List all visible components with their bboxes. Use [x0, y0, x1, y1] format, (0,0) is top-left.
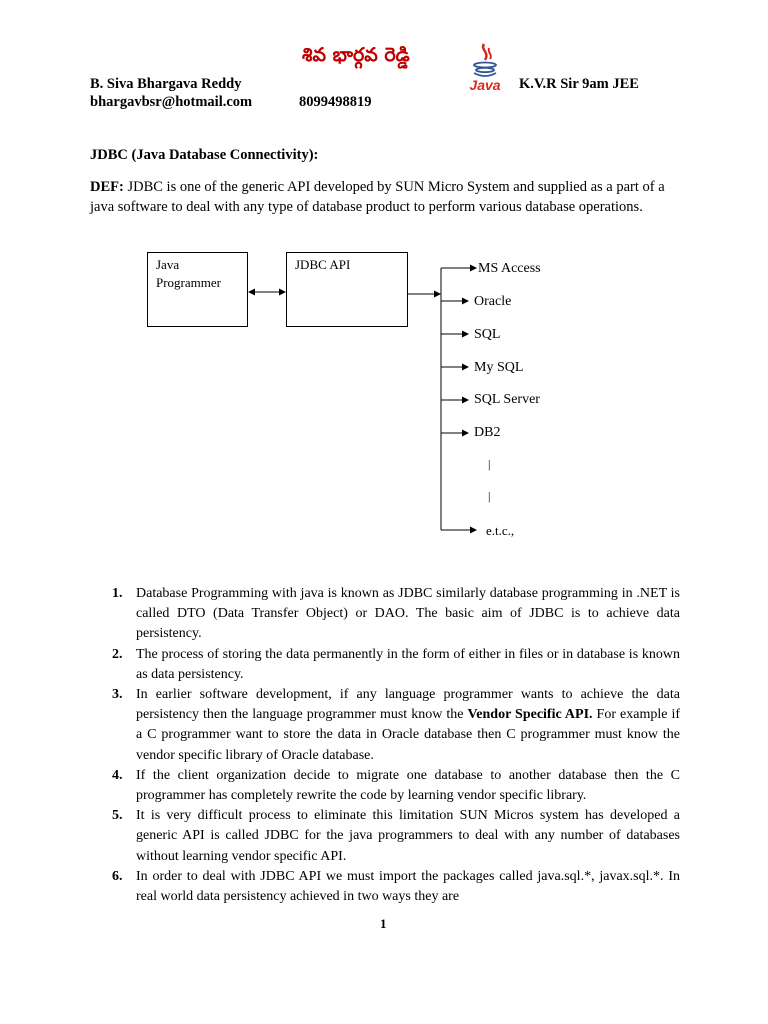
course-label: K.V.R Sir 9am JEE [519, 76, 639, 92]
list-text: For example if a C programmer want to store the data in Oracle database then C programmer must know the vendor specific library of Oracle database. [136, 707, 681, 763]
author-name: B. Siva Bhargava Reddy [90, 76, 242, 92]
db-sql: SQL [474, 327, 501, 342]
ellipsis-bar: | [488, 457, 491, 471]
definition-label: DEF: [90, 179, 124, 195]
telugu-name: శివ భార్గవ రెడ్డి [302, 44, 410, 66]
ellipsis-bar: | [488, 489, 491, 503]
list-text: In earlier software development, if any language programmer wants to achieve the data persistency then the language programmer must know the [136, 687, 680, 723]
java-logo-text: Java [469, 77, 501, 93]
list-item [90, 685, 680, 766]
db-mysql: My SQL [474, 360, 524, 375]
author-email: bhargavbsr@hotmail.com [90, 94, 253, 110]
db-etc: e.t.c., [486, 523, 515, 538]
list-text: In order to deal with JDBC API we must import the packages called java.sql.*, javax.sql.*. In real world data persistency achieved in two ways they are [136, 868, 680, 905]
list-text: If the client organization decide to migrate one database to another database then the C programmer has completely rewrite the code by learning vendor specific library. [136, 767, 680, 804]
page-number: 1 [380, 916, 387, 931]
list-text: It is very difficult process to eliminate this limitation SUN Micros system has developed a generic API is called JDBC for the java programmers to deal with any number of databases without learning vendor specific API. [136, 808, 680, 864]
list-number: 1. [112, 586, 123, 601]
points-list [90, 584, 680, 907]
java-programmer-label: Java Programmer [156, 257, 221, 290]
list-number: 2. [112, 646, 123, 662]
db-oracle: Oracle [474, 294, 512, 309]
author-phone: 8099498819 [299, 94, 372, 110]
list-item [90, 806, 680, 867]
list-item [90, 645, 680, 685]
list-item [90, 766, 680, 806]
list-text-bold: Vendor Specific API. [467, 707, 593, 723]
jdbc-api-label: JDBC API [295, 257, 351, 272]
list-text: Database Programming with java is known as JDBC similarly database programming in .NET is called DTO (Data Transfer Object) or DAO. The basic aim of JDBC is to achieve data persistency. [136, 586, 680, 642]
db-ms-access: MS Access [478, 261, 541, 276]
db-db2: DB2 [474, 425, 501, 440]
page-title: JDBC (Java Database Connectivity): [90, 147, 319, 163]
list-item [90, 584, 680, 645]
list-text: The process of storing the data permanently in the form of either in files or in database is known as data persistency. [136, 646, 680, 682]
list-number: 4. [112, 767, 123, 783]
list-number: 5. [112, 808, 123, 824]
list-number: 3. [112, 687, 123, 703]
list-item [90, 867, 680, 907]
list-number: 6. [112, 868, 123, 884]
db-sql-server: SQL Server [474, 392, 540, 407]
definition-text: JDBC is one of the generic API developed by SUN Micro System and supplied as a part of a java software to deal with any type of database product to perform various database operations. [90, 179, 665, 215]
